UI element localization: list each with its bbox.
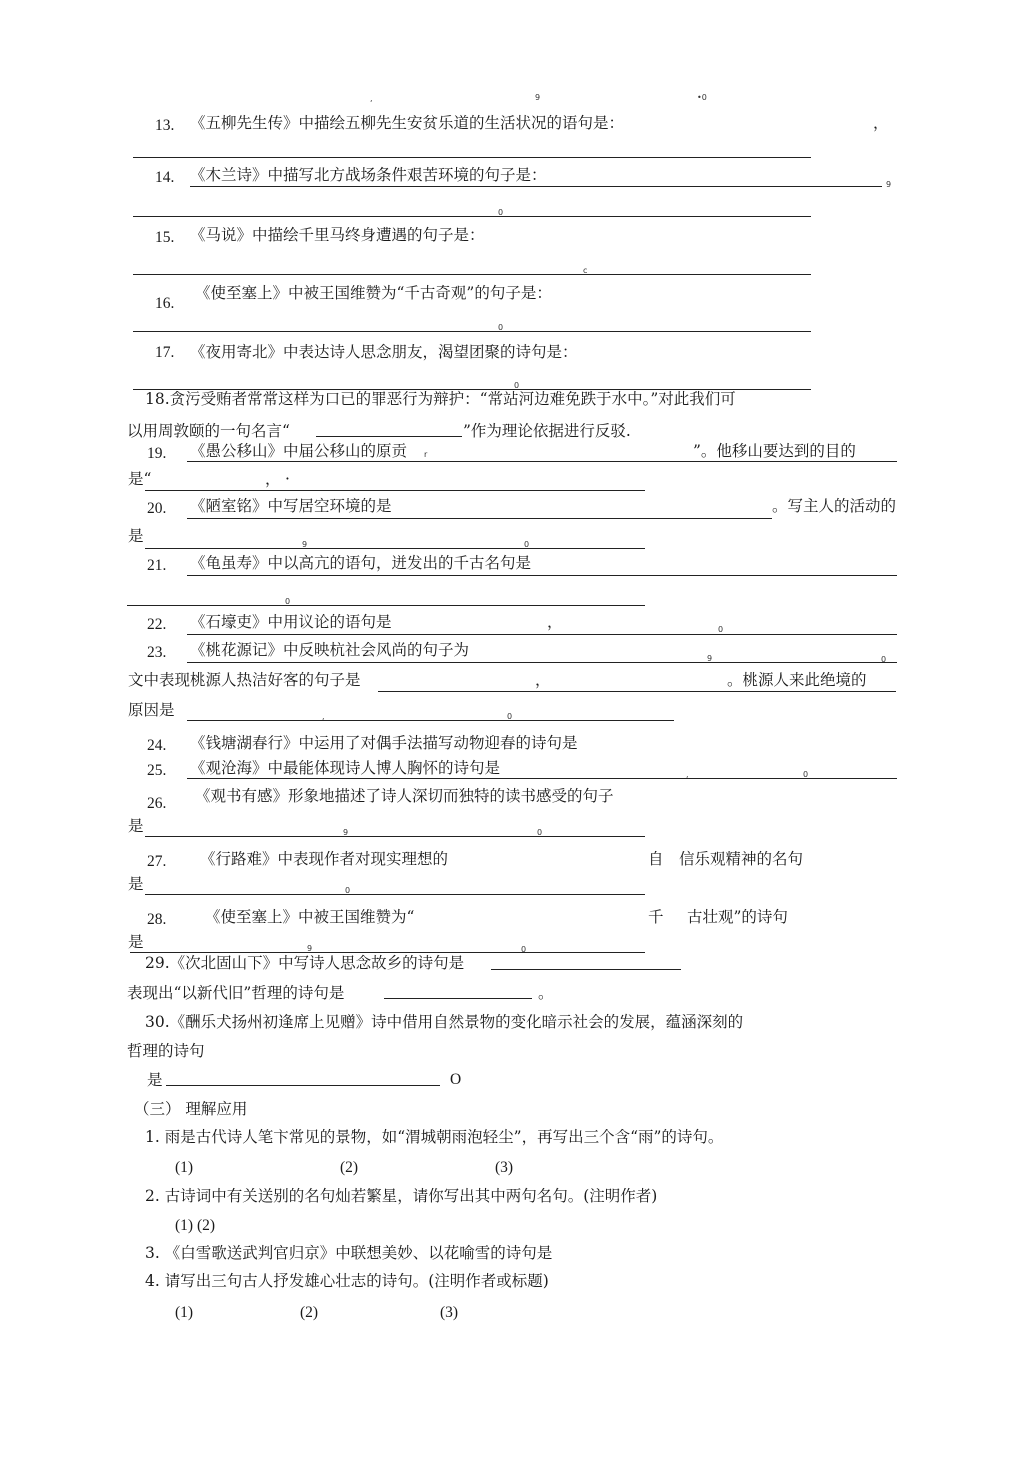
question-text: 古壮观”的诗句 (687, 908, 788, 926)
punctuation: 。 (538, 984, 554, 1002)
question-number: 28. (147, 911, 167, 928)
stray-mark: 0 (881, 655, 887, 664)
question-text: 《木兰诗》中描写北方战场条件艰苦环境的句子是： (190, 166, 547, 184)
question-text: 表现出“以新代旧”哲理的诗句是 (127, 984, 345, 1002)
question-text: 《观沧海》中最能体现诗人博人胸怀的诗句是 (190, 759, 501, 777)
question-number: 27. (147, 853, 167, 870)
question-number: 15. (155, 229, 175, 246)
question-text: 《夜用寄北》中表达诗人思念朋友，渴望团聚的诗句是： (190, 343, 578, 361)
answer-blank[interactable] (187, 778, 897, 779)
stray-mark: 9 (535, 93, 541, 102)
section-heading: （三） 理解应用 (134, 1100, 248, 1118)
question-number: 19. (147, 445, 167, 462)
question-text: 是“ (128, 470, 152, 488)
stray-mark: c (583, 266, 588, 275)
question-text: 《桃花源记》中反映杭社会风尚的句子为 (190, 641, 470, 659)
answer-blank[interactable] (187, 518, 772, 519)
question-number: 25. (147, 762, 167, 779)
question-text: 哲理的诗句 (127, 1042, 205, 1060)
answer-blank[interactable] (190, 186, 882, 187)
question-text: 是 (128, 817, 144, 835)
answer-blank[interactable] (133, 157, 811, 158)
stray-mark: 9 (707, 654, 713, 663)
question-number: 24. (147, 737, 167, 754)
punctuation: ， (535, 671, 551, 689)
stray-mark: 9 (343, 828, 349, 837)
question-text: 29.《次北固山下》中写诗人思念故乡的诗句是 (145, 954, 465, 972)
question-text: 《使至塞上》中被王国维赞为“千古奇观”的句子是： (195, 284, 552, 302)
question-text: 文中表现桃源人热洁好客的句子是 (128, 671, 361, 689)
question-text: 18.贪污受贿者常常这样为口已的罪恶行为辩护：“常站河边难免跌于水中。”对此我们可 (145, 390, 736, 408)
answer-blank[interactable] (378, 691, 896, 692)
answer-blank[interactable] (133, 331, 811, 332)
answer-blank[interactable] (145, 490, 645, 491)
answer-option[interactable]: (2) (300, 1304, 319, 1321)
stray-mark: 0 (514, 381, 520, 390)
punctuation: ， (547, 613, 563, 631)
question-number: 26. (147, 795, 167, 812)
answer-blank[interactable] (187, 720, 674, 721)
answer-blank[interactable] (491, 969, 681, 970)
answer-blank[interactable] (145, 894, 645, 895)
answer-blank[interactable] (316, 436, 462, 437)
question-text: 是 (147, 1071, 163, 1089)
stray-mark: 0 (507, 712, 513, 721)
question-text: 自 信乐观精神的名句 (648, 850, 804, 868)
question-text: 30.《酬乐犬扬州初逢席上见赠》诗中借用自然景物的变化暗示社会的发展，蕴涵深刻的 (145, 1013, 744, 1031)
stray-mark: 0 (498, 208, 504, 217)
stray-mark: 9 (307, 944, 313, 953)
stray-mark: 0 (521, 945, 527, 954)
stray-mark: , (370, 94, 373, 103)
answer-blank[interactable] (133, 216, 811, 217)
answer-option[interactable]: (1) (2) (175, 1217, 216, 1234)
stray-mark: , (686, 770, 689, 779)
question-text: 。写主人的活动的 (772, 497, 897, 515)
punctuation: ， (265, 470, 281, 488)
answer-option[interactable]: (3) (495, 1159, 514, 1176)
question-text: 《行路难》中表现作者对现实理想的 (200, 850, 449, 868)
answer-blank[interactable] (145, 548, 645, 549)
answer-blank[interactable] (133, 274, 811, 275)
question-text: 是 (128, 933, 144, 951)
stray-mark: 9 (886, 180, 892, 189)
answer-option[interactable]: (1) (175, 1159, 194, 1176)
punctuation: O (450, 1071, 462, 1088)
answer-blank[interactable] (384, 998, 532, 999)
question-text: 《五柳先生传》中描绘五柳先生安贫乐道的生活状况的语句是： (190, 114, 625, 132)
stray-mark: 0 (285, 597, 291, 606)
question-text: 。桃源人来此绝境的 (727, 671, 867, 689)
answer-blank[interactable] (187, 634, 897, 635)
answer-option[interactable]: (2) (340, 1159, 359, 1176)
question-number: 17. (155, 344, 175, 361)
question-text: 《陋室铭》中写居空环境的是 (190, 497, 392, 515)
question-text: 《愚公移山》中届公移山的原贡 (190, 442, 408, 460)
question-number: 14. (155, 169, 175, 186)
question-text: 《观书有感》形象地描述了诗人深切而独特的读书感受的句子 (195, 787, 614, 805)
question-number: 22. (147, 616, 167, 633)
question-text: 是 (128, 875, 144, 893)
stray-mark: 0 (537, 828, 543, 837)
stray-mark: · (285, 470, 290, 488)
answer-blank[interactable] (166, 1085, 440, 1086)
answer-blank[interactable] (187, 575, 897, 576)
question-number: 13. (155, 117, 175, 134)
answer-blank[interactable] (145, 836, 645, 837)
answer-option[interactable]: (3) (440, 1304, 459, 1321)
question-number: 20. (147, 500, 167, 517)
question-text: 《钱塘湖春行》中运用了对偶手法描写动物迎春的诗句是 (190, 734, 578, 752)
question-text: ”。他移山要达到的目的 (693, 442, 856, 460)
question-number: 23. (147, 644, 167, 661)
question-text: 《龟虽寿》中以高亢的语句，迸发出的千古名句是 (190, 554, 532, 572)
question-text: 2. 古诗词中有关送别的名句灿若繁星，请你写出其中两句名句。(注明作者) (145, 1187, 658, 1205)
answer-blank[interactable] (187, 461, 897, 462)
stray-mark: •0 (697, 93, 707, 102)
stray-mark: 0 (524, 540, 530, 549)
answer-blank[interactable] (187, 662, 897, 663)
question-text: 《石壕吏》中用议论的语句是 (190, 613, 392, 631)
question-number: 21. (147, 557, 167, 574)
punctuation: ， (873, 114, 889, 132)
stray-mark: 0 (345, 886, 351, 895)
stray-mark: 0 (803, 770, 809, 779)
stray-mark: 0 (718, 625, 724, 634)
question-text: 3. 《白雪歌送武判官归京》中联想美妙、以花喻雪的诗句是 (145, 1244, 553, 1262)
question-text: 千 (648, 908, 664, 926)
stray-mark: r (424, 450, 428, 459)
question-number: 16. (155, 295, 175, 312)
question-text: 1. 雨是古代诗人笔卞常见的景物，如“渭城朝雨泡轻尘”，再写出三个含“雨”的诗句。 (145, 1128, 724, 1146)
question-text: 是 (128, 527, 144, 545)
answer-blank[interactable] (127, 605, 645, 606)
stray-mark: 9 (302, 540, 308, 549)
answer-option[interactable]: (1) (175, 1304, 194, 1321)
question-text: 《使至塞上》中被王国维赞为“ (205, 908, 415, 926)
stray-mark: 0 (498, 323, 504, 332)
question-text: 4. 请写出三句古人抒发雄心壮志的诗句。(注明作者或标题) (145, 1272, 549, 1290)
stray-mark: , (322, 712, 325, 721)
question-text: 《马说》中描绘千里马终身遭遇的句子是： (190, 226, 485, 244)
question-text: 以用周敦颐的一句名言“ (127, 422, 290, 440)
question-text: 原因是 (128, 701, 175, 719)
question-text: ”作为理论依据进行反驳. (463, 422, 631, 440)
